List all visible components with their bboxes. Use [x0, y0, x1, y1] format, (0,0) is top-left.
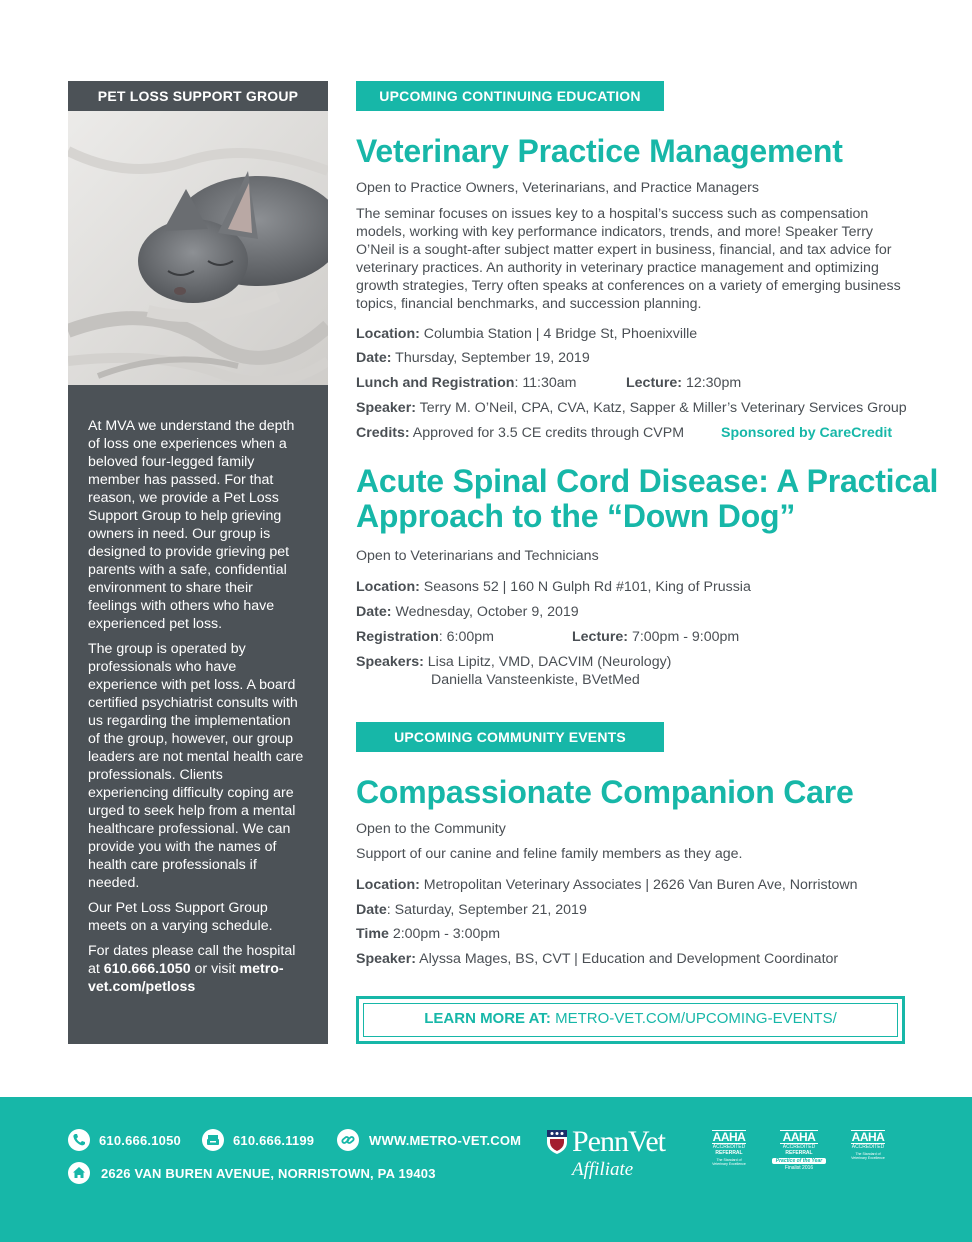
speaker-value: Alyssa Mages, BS, CVT | Education and Development Coordinator	[419, 951, 839, 967]
event1-lunch	[356, 375, 576, 391]
pennvet-logo-text: PennVet	[572, 1125, 665, 1158]
penn-shield-icon	[546, 1129, 568, 1155]
lecture-label: Lecture:	[626, 375, 682, 391]
location-label: Location:	[356, 877, 420, 893]
location-value: Columbia Station | 4 Bridge St, Phoenixville	[423, 326, 698, 342]
learn-more-inner[interactable]	[363, 1003, 898, 1037]
event1-audience: Open to Practice Owners, Veterinarians, and Practice Managers	[356, 180, 759, 196]
footer-fax: 610.666.1199	[233, 1133, 315, 1148]
sidebar-paragraph-1: At MVA we understand the depth of loss one experiences when a beloved four-legged family member has passed. For that reason, we provide a Pet Loss Support Group to help grieving owners in need. Our group is designed to provide grieving pet parents with a safe, confidential environment to share their feelings with others who have experienced pet loss.	[88, 418, 295, 632]
aaha-accredited-badge	[851, 1130, 885, 1160]
lunch-label: Lunch and Registration	[356, 375, 515, 391]
event1-location	[356, 326, 697, 342]
call-prefix: For dates please call the hospital at	[88, 943, 296, 977]
pennvet-affiliate-text: Affiliate	[572, 1159, 634, 1180]
link-icon	[337, 1129, 359, 1151]
learn-more-label: LEARN MORE AT:	[424, 1010, 551, 1027]
phone-icon	[68, 1129, 90, 1151]
sidebar-petloss-link[interactable]: metro-vet.com/petloss	[88, 961, 284, 995]
credits-label: Credits:	[356, 425, 410, 441]
event2-registration	[356, 629, 494, 645]
lecture-value: 12:30pm	[685, 375, 742, 391]
community-event-location	[356, 877, 858, 893]
date-label: Date	[356, 902, 387, 918]
event1-title: Veterinary Practice Management	[356, 133, 843, 169]
credits-value: Approved for 3.5 CE credits through CVPM	[412, 425, 685, 441]
sleeping-cat-photo	[68, 111, 328, 385]
footer-website-link[interactable]: WWW.METRO-VET.COM	[369, 1133, 522, 1148]
aaha-line: The Standard of Veterinary Excellence	[851, 1152, 885, 1160]
aaha-text: AAHA	[780, 1130, 818, 1144]
sidebar-phone-link[interactable]: 610.666.1050	[103, 961, 191, 977]
lecture-label: Lecture:	[572, 629, 628, 645]
event1-speaker	[356, 400, 907, 416]
community-event-time	[356, 926, 500, 942]
location-value: Metropolitan Veterinary Associates | 2626 Van Buren Ave, Norristown	[423, 877, 858, 893]
location-label: Location:	[356, 326, 420, 342]
speakers-label: Speakers:	[356, 654, 424, 670]
community-event-date	[356, 902, 587, 918]
aaha-text: AAHA	[851, 1130, 885, 1144]
event1-credits	[356, 425, 684, 441]
time-value: 2:00pm - 3:00pm	[392, 926, 501, 942]
event2-title-line2: Approach to the “Down Dog”	[356, 498, 796, 534]
event2-title-line1: Acute Spinal Cord Disease: A Practical	[356, 463, 939, 499]
home-icon	[68, 1162, 90, 1184]
visit-text: or visit	[194, 961, 236, 977]
speaker-1: Lisa Lipitz, VMD, DACVIM (Neurology)	[427, 654, 672, 670]
date-value: Wednesday, October 9, 2019	[395, 604, 579, 620]
aaha-text: AAHA	[712, 1130, 746, 1144]
footer-address: 2626 VAN BUREN AVENUE, NORRISTOWN, PA 19403	[101, 1166, 436, 1181]
date-value: : Saturday, September 21, 2019	[386, 902, 587, 918]
footer	[0, 1097, 972, 1242]
sidebar-body	[68, 385, 328, 1044]
cat-illustration	[68, 111, 328, 385]
aaha-banner: Practice of the Year	[772, 1158, 826, 1164]
sidebar-paragraph-4	[88, 942, 304, 996]
aaha-line: ACCREDITED	[851, 1144, 885, 1150]
registration-value: : 6:00pm	[438, 629, 494, 645]
event2-speaker-2: Daniella Vansteenkiste, BVetMed	[431, 672, 640, 688]
date-label: Date:	[356, 604, 392, 620]
event1-date	[356, 350, 590, 366]
learn-more-box[interactable]	[356, 996, 905, 1044]
event2-speakers	[356, 654, 671, 670]
aaha-line: ACCREDITED	[782, 1144, 816, 1150]
community-events-tag: UPCOMING COMMUNITY EVENTS	[356, 722, 664, 752]
aaha-line: REFERRAL	[715, 1150, 743, 1156]
event2-location	[356, 579, 751, 595]
learn-more-url-link[interactable]: METRO-VET.COM/UPCOMING-EVENTS/	[555, 1010, 837, 1027]
fax-icon	[202, 1129, 224, 1151]
community-event-audience: Open to the Community	[356, 821, 506, 837]
event1-lecture	[626, 375, 741, 391]
footer-phone-link[interactable]: 610.666.1050	[99, 1133, 181, 1148]
location-value: Seasons 52 | 160 N Gulph Rd #101, King of Prussia	[423, 579, 751, 595]
event1-sponsor: Sponsored by CareCredit	[721, 425, 893, 441]
aaha-line: The Standard of Veterinary Excellence	[712, 1158, 746, 1166]
event2-lecture	[572, 629, 739, 645]
community-event-speaker	[356, 951, 838, 967]
lecture-value: 7:00pm - 9:00pm	[631, 629, 740, 645]
time-label: Time	[356, 926, 389, 942]
event1-description: The seminar focuses on issues key to a hospital’s success such as compensation models, working with key performance indicators, trends, and more! Speaker Terry O’Neil is a sought-after subject matter expert in business, financial, and tax advice for veterinary practices. An authority in veterinary practice management and optimizing growth strategies, Terry often speaks at conferences on a variety of emerging business topics, financial benchmarks, and succession planning.	[356, 206, 901, 312]
location-label: Location:	[356, 579, 420, 595]
continuing-education-tag: UPCOMING CONTINUING EDUCATION	[356, 81, 664, 111]
community-event-description: Support of our canine and feline family members as they age.	[356, 846, 743, 862]
date-label: Date:	[356, 350, 392, 366]
speaker-label: Speaker:	[356, 951, 416, 967]
sidebar-paragraph-3: Our Pet Loss Support Group meets on a varying schedule.	[88, 900, 273, 934]
aaha-practice-of-year-badge	[775, 1130, 823, 1171]
sidebar-paragraph-2: The group is operated by professionals who have experience with pet loss. A board certified psychiatrist consults with us regarding the implementation of the group, however, our group leaders are not mental health care professionals. Clients experiencing difficulty coping are urged to seek help from a mental healthcare professional. We can provide you with the names of health care professionals if needed.	[88, 641, 304, 891]
lunch-value: : 11:30am	[514, 375, 577, 391]
date-value: Thursday, September 19, 2019	[395, 350, 590, 366]
event2-audience: Open to Veterinarians and Technicians	[356, 548, 599, 564]
aaha-line: Finalist 2016	[784, 1165, 814, 1171]
community-event-title: Compassionate Companion Care	[356, 774, 854, 810]
sidebar-header: PET LOSS SUPPORT GROUP	[68, 81, 328, 111]
speaker-label: Speaker:	[356, 400, 416, 416]
aaha-line: ACCREDITED	[712, 1144, 746, 1150]
aaha-accredited-referral-badge	[712, 1130, 746, 1166]
event2-date	[356, 604, 579, 620]
speaker-value: Terry M. O’Neil, CPA, CVA, Katz, Sapper & Miller’s Veterinary Services Group	[419, 400, 907, 416]
aaha-line: REFERRAL	[785, 1150, 813, 1156]
registration-label: Registration	[356, 629, 439, 645]
